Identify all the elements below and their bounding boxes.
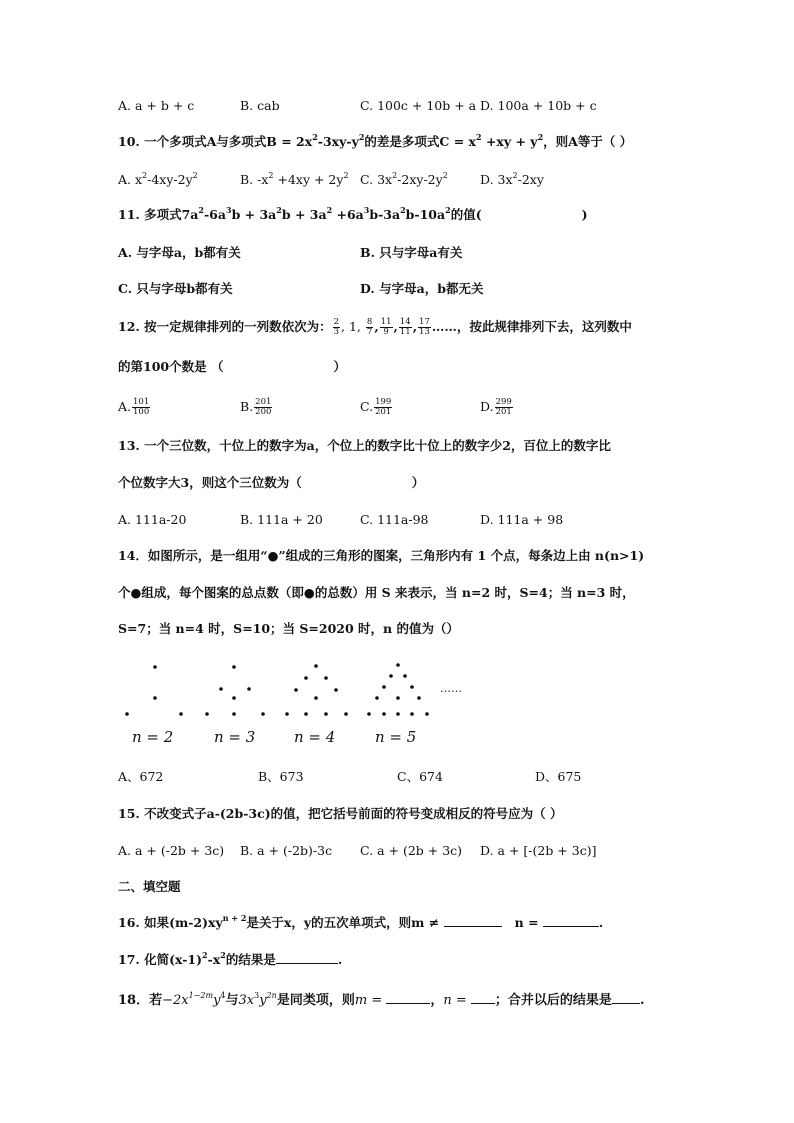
q14-option-d: D、675 (535, 769, 582, 784)
dot (294, 688, 298, 692)
q11-option-b: B. 只与字母a有关 (360, 245, 463, 260)
dot (396, 663, 400, 667)
dot (324, 676, 328, 680)
dot (389, 674, 393, 678)
q12-option-d: D. $\frac{299}{201}$ (480, 397, 512, 417)
q14-option-b: B、673 (258, 769, 304, 784)
q17-blank[interactable] (276, 951, 338, 964)
q12-option-b: B. $\frac{201}{200}$ (240, 397, 272, 417)
q15-option-b: B. a + (-2b)-3c (240, 843, 333, 858)
dot (205, 712, 209, 716)
dot (324, 712, 328, 716)
q9-option-d: D. 100a + 10b + c (480, 98, 597, 113)
q12-stem: 12. 按一定规律排列的一列数依次为： $\frac{2}{3}$ , 1, $\frac{8}{7}$ , $\frac{11}{9}$ , $\frac{14}{11}$ , $\frac{17}{13}$ ……，按此规律排列下去，这列数中 (118, 317, 632, 337)
dot (179, 712, 183, 716)
pattern-n4 (285, 664, 348, 716)
dot (314, 696, 318, 700)
dot (314, 664, 318, 668)
dot (425, 712, 429, 716)
q12-stem-line2: 的第100个数是 （ ） (118, 359, 346, 374)
q16-blank-1[interactable] (444, 914, 502, 927)
label-n5: n = 5 (375, 728, 417, 746)
q13-option-d: D. 111a + 98 (480, 512, 564, 527)
dot (153, 696, 157, 700)
dot (344, 712, 348, 716)
q9-option-a: A. a + b + c (118, 98, 195, 113)
q14-stem-line2: 个●组成，每个图案的总点数（即●的总数）用 S 来表示，当 n=2 时，S=4；当 n=3 时， (118, 585, 635, 600)
q13-option-c: C. 111a-98 (360, 512, 429, 527)
q14-stem-line3: S=7；当 n=4 时，S=10；当 S=2020 时，n 的值为（） (118, 621, 459, 636)
q16-stem: 16. 如果$(m-2)xy^{n + 2}$是关于x，y的五次单项式，则m ≠ n = . (118, 913, 604, 930)
dot (153, 665, 157, 669)
dot (232, 665, 236, 669)
q12-option-a: A. $\frac{101}{100}$ (118, 397, 150, 417)
dot (403, 674, 407, 678)
q14-option-c: C、674 (397, 769, 443, 784)
q11-option-a: A. 与字母a，b都有关 (118, 245, 241, 260)
q14-stem: 14．如图所示，是一组用“●”组成的三角形的图案，三角形内有 1 个点，每条边上由 n(n>1) (118, 548, 645, 563)
label-n3: n = 3 (214, 728, 256, 746)
dot-triangle-figure (118, 654, 478, 754)
q15-option-d: D. a + [-(2b + 3c)] (480, 843, 597, 858)
dot (382, 712, 386, 716)
dot (304, 712, 308, 716)
q16-blank-2[interactable] (543, 914, 599, 927)
q14-option-a: A、672 (118, 769, 164, 784)
dot (304, 676, 308, 680)
label-n4: n = 4 (294, 728, 336, 746)
dot (334, 688, 338, 692)
q11-stem: 11. 多项式$7a^2-6a^3b + 3a^2b + 3a^2 +6a^3b-3a^2b-10a^2$的值( ) (118, 205, 588, 222)
q11-option-c: C. 只与字母b都有关 (118, 281, 233, 296)
q15-option-a: A. a + (-2b + 3c) (118, 843, 225, 858)
q15-option-c: C. a + (2b + 3c) (360, 843, 463, 858)
pattern-n3 (205, 665, 265, 716)
dot (396, 712, 400, 716)
q15-stem: 15. 不改变式子a-(2b-3c)的值，把它括号前面的符号变成相反的符号应为（ ） (118, 806, 563, 821)
q18-stem: 18．若$-2x^{1-2m}y^4$与$3x^3y^{2n}$是同类项，则m = ，n = ；合并以后的结果是 . (118, 991, 645, 1008)
dot (375, 696, 379, 700)
dot (417, 696, 421, 700)
dot (410, 685, 414, 689)
q11-option-d: D. 与字母a，b都无关 (360, 281, 484, 296)
q10-option-c: C. $3x^2-2xy-2y^2$ (360, 171, 448, 187)
q10-stem: 10. 一个多项式A与多项式$B = 2x^2-3xy-y^2$的差是多项式$C = x^2 +xy + y^2$，则A等于（ ） (118, 132, 633, 149)
q13-stem: 13. 一个三位数，十位上的数字为a，个位上的数字比十位上的数字少2，百位上的数字比 (118, 438, 611, 453)
q18-blank-m[interactable] (386, 991, 430, 1004)
q18-blank-result[interactable] (612, 991, 640, 1004)
ellipsis: …… (440, 682, 462, 695)
section-title: 二、填空题 (118, 879, 181, 894)
q10-option-d: D. $3x^2-2xy$ (480, 171, 544, 187)
q9-option-b: B. cab (240, 98, 280, 113)
pattern-n2 (125, 665, 183, 716)
dot (247, 687, 251, 691)
dot (125, 712, 129, 716)
q10-option-a: A. $x^2-4xy-2y^2$ (118, 171, 198, 187)
q13-option-a: A. 111a-20 (118, 512, 187, 527)
dot (261, 712, 265, 716)
pattern-n5 (367, 663, 429, 716)
dot (232, 696, 236, 700)
dot (367, 712, 371, 716)
dot (285, 712, 289, 716)
q18-blank-n[interactable] (471, 991, 495, 1004)
q10-option-b: B. $-x^2 +4xy + 2y^2$ (240, 171, 349, 187)
dot (219, 687, 223, 691)
dot (382, 685, 386, 689)
q12-option-c: C. $\frac{199}{201}$ (360, 397, 392, 417)
dot (396, 696, 400, 700)
q13-stem-line2: 个位数字大3，则这个三位数为（ ） (118, 475, 425, 490)
dot (410, 712, 414, 716)
q17-stem: 17. 化简$(x-1)^2-x^2$的结果是 . (118, 950, 343, 967)
q9-option-c: C. 100c + 10b + a (360, 98, 477, 113)
label-n2: n = 2 (132, 728, 174, 746)
dot (232, 712, 236, 716)
q13-option-b: B. 111a + 20 (240, 512, 323, 527)
